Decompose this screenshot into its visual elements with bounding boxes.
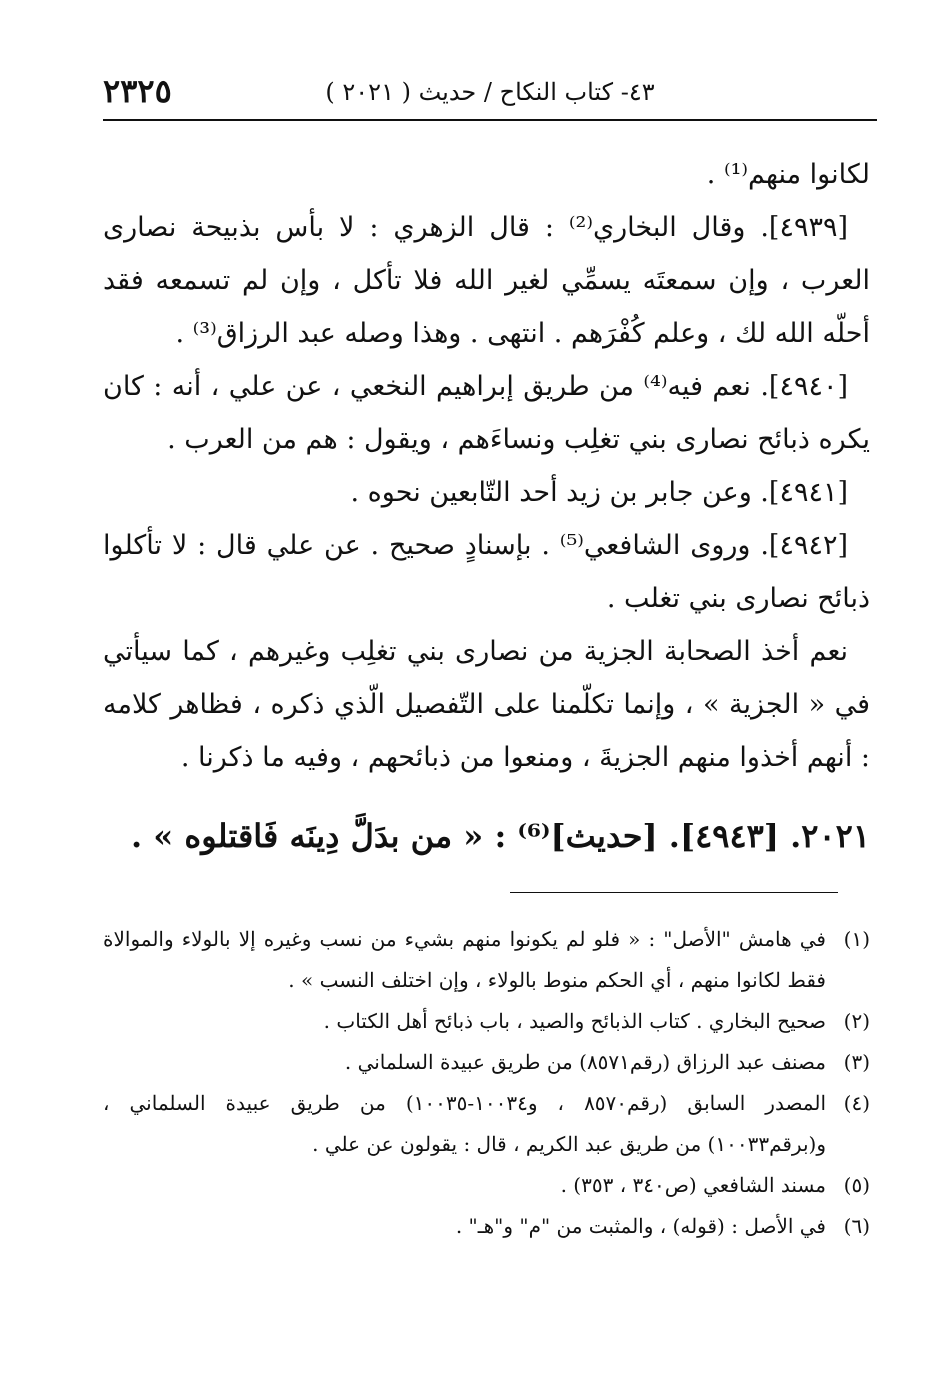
hadith-heading: ٢٠٢١. [٤٩٤٣]. [حديث]⁽⁶⁾ : « من بدَلَّ دِينَه فَاقتلوه » . [131, 817, 870, 855]
footnote-separator [510, 892, 838, 893]
footnote-text: المصدر السابق (رقم٨٥٧٠ ، و١٠٠٣٤-١٠٠٣٥) من طريق عبيدة السلماني ، و(برقم١٠٠٣٣) من طريق عبد الكريم ، قال : يقولون عن علي . [103, 1091, 827, 1156]
footnote-number: (٤) [843, 1091, 870, 1115]
paragraph-4939: [٤٩٣٩]. وقال البخاري⁽²⁾ : قال الزهري : لا بأس بذبيحة نصارى العرب ، وإن سمعتَه يسمِّي لغير الله فلا تأكل ، وإن لم تسمعه فقد أحلّه الله لك ، وعلم كُفْرَهم . انتهى . وهذا وصله عبد الرزاق⁽³⁾ . [103, 212, 870, 349]
header-rule [103, 119, 877, 121]
footnote-item [103, 1042, 870, 1083]
main-text [103, 148, 870, 784]
paragraph-commentary: نعم أخذ الصحابة الجزية من نصارى بني تغلِب وغيرهم ، كما سيأتي في « الجزية » ، وإنما تكلّمنا على التّفصيل الّذي ذكره ، فظاهر كلامه : أنهم أخذوا منهم الجزيةَ ، ومنعوا من ذبائحهم ، وفيه ما ذكرنا . [103, 636, 870, 773]
footnotes [103, 919, 870, 1247]
footnote-item [103, 1001, 870, 1042]
paragraph-4941: [٤٩٤١]. وعن جابر بن زيد أحد التّابعين نحوه . [350, 477, 848, 508]
paragraph-4940: [٤٩٤٠]. نعم فيه⁽⁴⁾ من طريق إبراهيم النخعي ، عن علي ، أنه : كان يكره ذبائح نصارى بني تغلِب ونساءَهم ، ويقول : هم من العرب . [103, 371, 870, 455]
running-title: ٤٣- كتاب النكاح / حديث ( ٢٠٢١ ) [325, 78, 655, 106]
footnote-text: مصنف عبد الرزاق (رقم٨٥٧١) من طريق عبيدة السلماني . [344, 1050, 826, 1074]
footnote-text: في هامش "الأصل" : « فلو لم يكونوا منهم بشيء من نسب وغيره إلا بالولاء والموالاة فقط لكانوا منهم ، أي الحكم منوط بالولاء ، وإن اختلف النسب » . [103, 927, 826, 992]
footnote-number: (١) [843, 927, 870, 951]
footnote-item [103, 1206, 870, 1247]
footnote-text: في الأصل : (قوله) ، والمثبت من "م" و"هـ" . [455, 1214, 826, 1238]
paragraph-continuation: لكانوا منهم⁽¹⁾ . [706, 159, 870, 190]
paragraph-4942: [٤٩٤٢]. وروى الشافعي⁽⁵⁾ . بإسنادٍ صحيح . عن علي قال : لا تأكلوا ذبائح نصارى بني تغلب . [103, 530, 870, 614]
footnote-number: (٢) [843, 1009, 870, 1033]
page-number: ٢٣٢٥ [103, 72, 172, 110]
footnote-number: (٥) [843, 1173, 870, 1197]
footnote-item [103, 1083, 870, 1165]
footnote-number: (٦) [843, 1214, 870, 1238]
footnote-number: (٣) [843, 1050, 870, 1074]
footnote-item [103, 1165, 870, 1206]
footnote-text: صحيح البخاري . كتاب الذبائح والصيد ، باب ذبائح أهل الكتاب . [323, 1009, 826, 1033]
page-header [103, 66, 877, 118]
footnote-text: مسند الشافعي (ص٣٤٠ ، ٣٥٣) . [560, 1173, 826, 1197]
footnote-item [103, 919, 870, 1001]
